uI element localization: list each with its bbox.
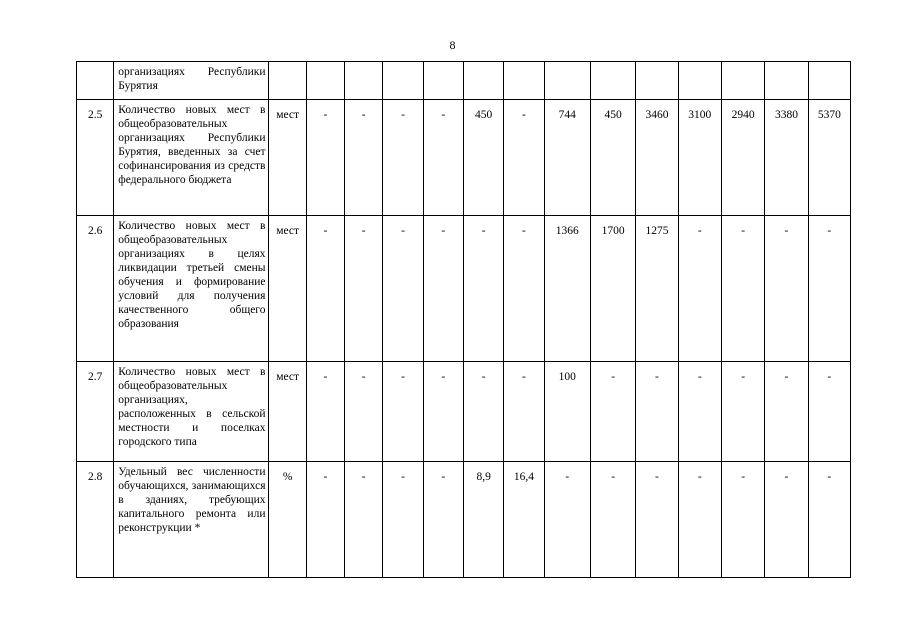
value-cell: -: [504, 216, 544, 362]
value-cell: 16,4: [504, 462, 544, 578]
unit-cell: мест: [269, 100, 306, 216]
value-cell: -: [504, 100, 544, 216]
value-cell: -: [383, 216, 423, 362]
value-cell: 1700: [590, 216, 635, 362]
value-cell: [463, 62, 503, 100]
indicator-name-cell: организациях Республики Бурятия: [114, 62, 269, 100]
value-cell: -: [590, 462, 635, 578]
value-cell: -: [678, 362, 721, 462]
unit-cell: %: [269, 462, 306, 578]
value-cell: -: [383, 362, 423, 462]
value-cell: 5370: [808, 100, 850, 216]
value-cell: [590, 62, 635, 100]
value-cell: [678, 62, 721, 100]
indicator-name-cell: Количество новых мест в общеобразовательных организациях Республики Бурятия, введенных за счет софинансирования из средств федерального бюджета: [114, 100, 269, 216]
value-cell: [544, 62, 590, 100]
value-cell: -: [678, 462, 721, 578]
value-cell: -: [423, 462, 463, 578]
value-cell: -: [544, 462, 590, 578]
value-cell: 450: [590, 100, 635, 216]
value-cell: -: [721, 462, 764, 578]
value-cell: 1275: [636, 216, 678, 362]
table-row: [77, 100, 851, 216]
value-cell: -: [636, 462, 678, 578]
value-cell: [765, 62, 808, 100]
value-cell: -: [306, 362, 344, 462]
table-row: [77, 462, 851, 578]
value-cell: -: [504, 362, 544, 462]
value-cell: [383, 62, 423, 100]
indicator-name-cell: Удельный вес численности обучающихся, занимающихся в зданиях, требующих капитального ремонта или реконструкции *: [114, 462, 269, 578]
row-number-cell: 2.8: [77, 462, 114, 578]
value-cell: -: [423, 216, 463, 362]
value-cell: -: [590, 362, 635, 462]
value-cell: 3460: [636, 100, 678, 216]
value-cell: -: [306, 100, 344, 216]
unit-cell: мест: [269, 216, 306, 362]
value-cell: 8,9: [463, 462, 503, 578]
indicator-name-cell: Количество новых мест в общеобразовательных организациях в целях ликвидации третьей смены обучения и формирование условий для получения качественного общего образования: [114, 216, 269, 362]
value-cell: -: [345, 216, 383, 362]
value-cell: -: [383, 462, 423, 578]
value-cell: [504, 62, 544, 100]
value-cell: -: [345, 362, 383, 462]
value-cell: 450: [463, 100, 503, 216]
value-cell: -: [306, 216, 344, 362]
value-cell: -: [721, 362, 764, 462]
value-cell: -: [765, 362, 808, 462]
table-row: [77, 362, 851, 462]
row-number-cell: 2.5: [77, 100, 114, 216]
value-cell: -: [808, 462, 850, 578]
value-cell: -: [423, 362, 463, 462]
value-cell: -: [808, 362, 850, 462]
value-cell: 3380: [765, 100, 808, 216]
table-row: [77, 62, 851, 100]
value-cell: -: [678, 216, 721, 362]
value-cell: -: [423, 100, 463, 216]
indicator-table: [76, 61, 851, 578]
value-cell: -: [636, 362, 678, 462]
value-cell: -: [306, 462, 344, 578]
value-cell: -: [808, 216, 850, 362]
value-cell: [721, 62, 764, 100]
table-row: [77, 216, 851, 362]
unit-cell: [269, 62, 306, 100]
row-number-cell: [77, 62, 114, 100]
value-cell: -: [765, 462, 808, 578]
unit-cell: мест: [269, 362, 306, 462]
value-cell: [306, 62, 344, 100]
value-cell: [345, 62, 383, 100]
value-cell: -: [463, 216, 503, 362]
value-cell: 2940: [721, 100, 764, 216]
value-cell: -: [345, 462, 383, 578]
value-cell: -: [765, 216, 808, 362]
value-cell: [423, 62, 463, 100]
value-cell: 744: [544, 100, 590, 216]
value-cell: 100: [544, 362, 590, 462]
indicator-name-cell: Количество новых мест в общеобразовательных организациях, расположенных в сельской местности и поселках городского типа: [114, 362, 269, 462]
row-number-cell: 2.6: [77, 216, 114, 362]
value-cell: -: [463, 362, 503, 462]
value-cell: [808, 62, 850, 100]
value-cell: -: [721, 216, 764, 362]
page-number: 8: [449, 38, 456, 52]
row-number-cell: 2.7: [77, 362, 114, 462]
value-cell: -: [345, 100, 383, 216]
value-cell: 1366: [544, 216, 590, 362]
value-cell: -: [383, 100, 423, 216]
value-cell: [636, 62, 678, 100]
value-cell: 3100: [678, 100, 721, 216]
